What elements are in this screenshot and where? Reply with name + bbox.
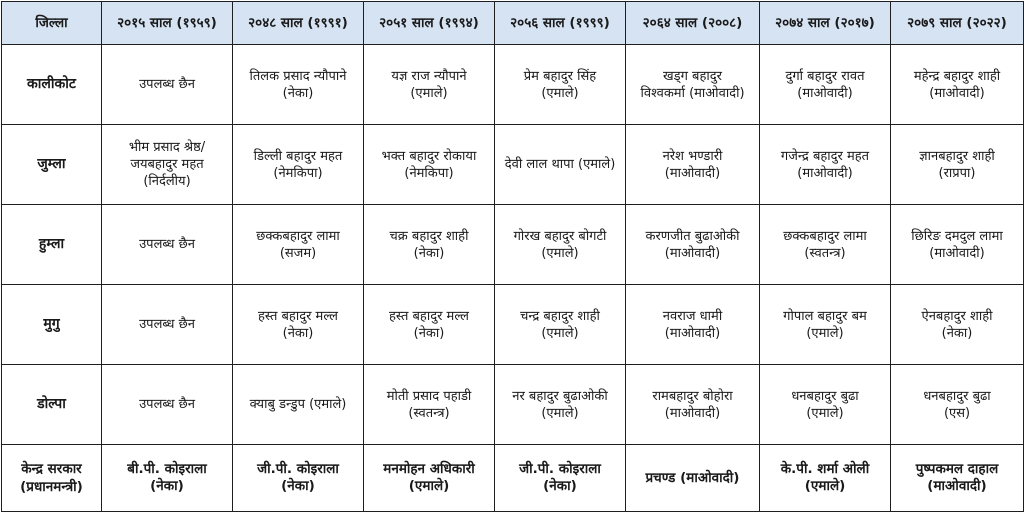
table-row [2,365,1024,445]
cell-line: विश्वकर्मा (माओवादी) [640,85,745,101]
cell-line: (निर्दलीय) [143,174,191,189]
prime-minister-cell [760,445,891,512]
cell-line: (माओवादी) [929,245,985,261]
cell-line: (माओवादी) [797,85,853,101]
representative-cell [364,125,495,205]
cell-line: (एमाले) [541,245,579,261]
cell-line: मनमोहन अधिकारी [383,461,475,477]
cell-line: (स्वतन्त्र) [408,405,450,421]
table-row [2,45,1024,125]
cell-line: (नेमकिपा) [404,165,454,181]
representative-cell [891,365,1024,445]
cell-line: (नेका) [941,325,973,341]
cell-line: करणजीत बुढाओकी [645,228,740,244]
representative-cell [495,285,626,365]
cell-line: (माओवादी) [797,165,853,181]
prime-minister-cell [626,445,760,512]
representative-cell [626,205,760,285]
prime-minister-cell [891,445,1024,512]
prime-minister-cell [233,445,364,512]
cell-line: डिल्ली बहादुर महत [253,148,343,164]
district-name: डोल्पा [2,365,102,445]
district-name: कालीकोट [2,45,102,125]
cell-line: छिरिङ दमदुल लामा [911,228,1003,244]
district-name: हुम्ला [2,205,102,285]
cell-line: ज्ञानबहादुर शाही [919,148,995,164]
cell-line: नरेश भण्डारी [662,148,723,164]
representative-cell [102,205,233,285]
table-row [2,125,1024,205]
representative-cell [891,125,1024,205]
representative-cell [233,45,364,125]
cell-line: महेन्द्र बहादुर शाही [913,68,1001,84]
representative-cell [364,45,495,125]
cell-line: (एमाले) [541,85,579,101]
cell-line: गोरख बहादुर बोगटी [513,228,607,244]
cell-line: नर बहादुर बुढाओकी [512,388,608,404]
header-year: २०७९ साल (२०२२) [891,2,1024,45]
header-district: जिल्ला [2,2,102,45]
representative-cell [891,45,1024,125]
cell-line: (एमाले) [806,405,844,421]
representative-cell [495,125,626,205]
representative-cell [760,365,891,445]
cell-line: दुर्गा बहादुर रावत [785,68,865,84]
representative-cell [495,205,626,285]
cell-line: उपलब्ध छैन [139,77,195,92]
cell-line: गजेन्द्र बहादुर महत [780,148,870,164]
representative-cell [760,205,891,285]
cell-line: गोपाल बहादुर बम [783,308,867,324]
cell-line: (नेका) [543,478,577,494]
representative-cell [233,205,364,285]
table-row [2,285,1024,365]
cell-line: हस्त बहादुर मल्ल [389,308,469,324]
representative-cell [102,365,233,445]
cell-line: प्रचण्ड (माओवादी) [645,469,740,486]
cell-line: (नेका) [282,325,314,341]
table-body [2,45,1024,512]
representative-cell [760,125,891,205]
government-label [2,445,102,512]
cell-line: केन्द्र सरकार [21,461,82,477]
cell-line: चक्र बहादुर शाही [389,228,469,244]
representatives-table [1,1,1024,512]
cell-line: धनबहादुर बुढा [791,388,859,404]
cell-line: (नेका) [150,478,184,494]
cell-line: (नेमकिपा) [273,165,323,181]
cell-line: (प्रधानमन्त्री) [20,479,83,495]
cell-line: जयबहादुर महत [130,157,204,172]
cell-line: क्याबु डन्डुप (एमाले) [249,397,347,412]
representative-cell [102,285,233,365]
representative-cell [364,205,495,285]
cell-line: (माओवादी) [664,165,721,181]
representative-cell [102,45,233,125]
cell-line: जी.पी. कोइराला [257,461,339,477]
representative-cell [364,285,495,365]
cell-line: (माओवादी) [664,325,721,341]
cell-line: जी.पी. कोइराला [519,461,601,477]
cell-line: (सजम) [279,245,317,261]
representative-cell [626,125,760,205]
representative-cell [495,365,626,445]
cell-line: उपलब्ध छैन [139,397,195,412]
cell-line: ऐनबहादुर शाही [921,308,993,324]
table-row [2,205,1024,285]
header-year: २०५१ साल (१९९४) [364,2,495,45]
cell-line: हस्त बहादुर मल्ल [258,308,338,324]
cell-line: (नेका) [281,478,315,494]
representative-cell [891,285,1024,365]
cell-line: (राप्रपा) [938,165,976,181]
cell-line: (माओवादी) [664,245,721,261]
cell-line: उपलब्ध छैन [139,317,195,332]
representative-cell [626,365,760,445]
cell-line: (एमाले) [804,478,846,494]
representative-cell [364,365,495,445]
cell-line: (माओवादी) [929,85,985,101]
cell-line: खड्ग बहादुर [663,68,722,84]
cell-line: (नेका) [413,325,445,341]
table-header [2,2,1024,45]
cell-line: भक्त बहादुर रोकाया [381,148,477,164]
cell-line: (एमाले) [541,405,579,421]
cell-line: देवी लाल थापा (एमाले) [504,157,616,172]
district-name: जुम्ला [2,125,102,205]
cell-line: छक्कबहादुर लामा [256,228,340,244]
cell-line: प्रेम बहादुर सिंह [523,68,597,84]
cell-line: रामबहादुर बोहोरा [652,388,733,404]
prime-minister-cell [102,445,233,512]
district-name: मुगु [2,285,102,365]
header-year: २०७४ साल (२०१७) [760,2,891,45]
representative-cell [233,365,364,445]
cell-line: (नेका) [282,85,314,101]
representative-cell [626,45,760,125]
representative-cell [102,125,233,205]
header-year: २०६४ साल (२००८) [626,2,760,45]
government-row [2,445,1024,512]
representative-cell [760,45,891,125]
cell-line: तिलक प्रसाद न्यौपाने [249,68,347,84]
cell-line: चन्द्र बहादुर शाही [520,308,600,324]
cell-line: उपलब्ध छैन [139,237,195,252]
cell-line: (नेका) [413,245,445,261]
cell-line: बी.पी. कोइराला [127,461,207,477]
cell-line: (स्वतन्त्र) [804,245,846,261]
representative-cell [233,125,364,205]
representative-cell [233,285,364,365]
cell-line: भीम प्रसाद श्रेष्ठ/ [128,140,206,155]
cell-line: (एमाले) [541,325,579,341]
cell-line: (एमाले) [806,325,844,341]
cell-line: धनबहादुर बुढा [923,388,991,404]
cell-line: (एमाले) [410,85,448,101]
cell-line: पुष्पकमल दाहाल [915,461,999,477]
prime-minister-cell [495,445,626,512]
cell-line: (एस) [943,405,971,421]
cell-line: (माओवादी) [927,478,987,494]
cell-line: (एमाले) [408,478,450,494]
prime-minister-cell [364,445,495,512]
cell-line: के.पी. शर्मा ओली [780,461,870,477]
representative-cell [891,205,1024,285]
header-row [2,2,1024,45]
cell-line: मोती प्रसाद पहाडी [386,388,472,404]
header-year: २०५६ साल (१९९९) [495,2,626,45]
header-year: २०४८ साल (१९९१) [233,2,364,45]
cell-line: (माओवादी) [664,405,721,421]
cell-line: छक्कबहादुर लामा [783,228,867,244]
header-year: २०१५ साल (१९५९) [102,2,233,45]
representative-cell [626,285,760,365]
cell-line: नवराज धामी [662,308,723,324]
representative-cell [495,45,626,125]
cell-line: यज्ञ राज न्यौपाने [391,68,467,84]
representative-cell [760,285,891,365]
